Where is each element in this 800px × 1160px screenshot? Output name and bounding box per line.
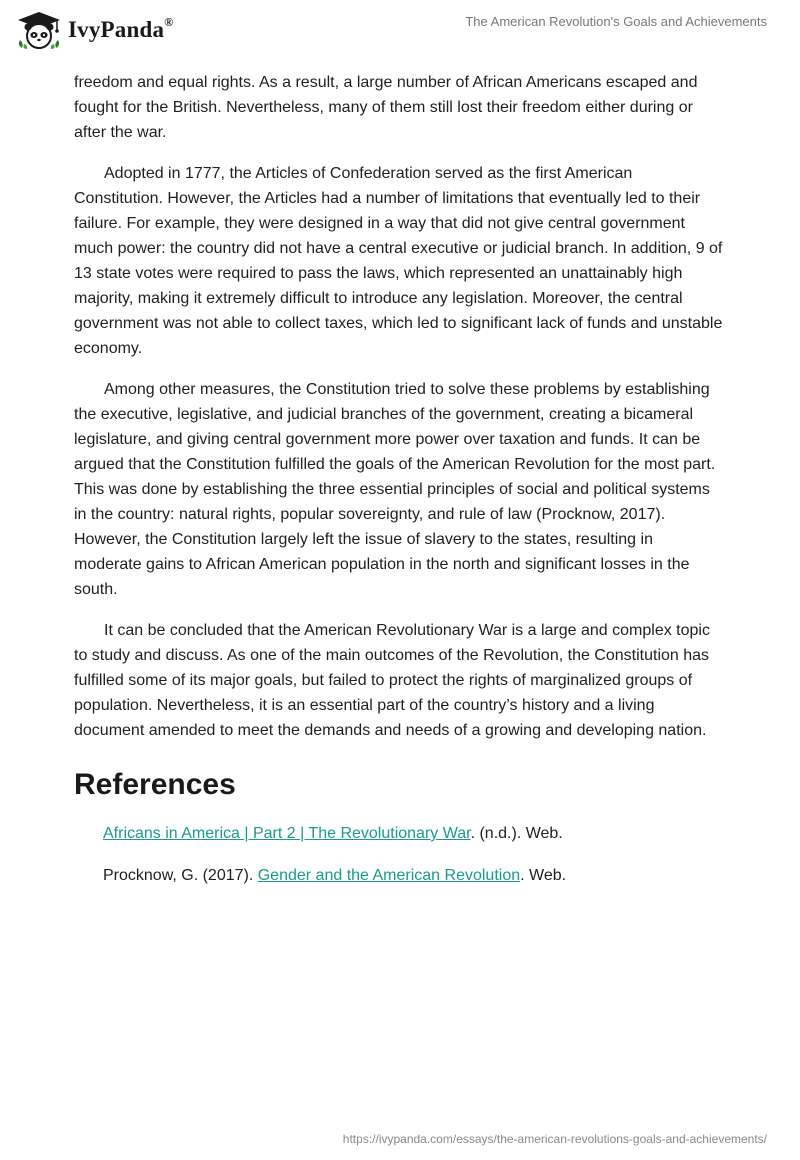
panda-graduate-icon xyxy=(16,10,62,50)
paragraph-constitution: Among other measures, the Constitution tried to solve these problems by establishing the executive, legislative, and judicial branches of the government, creating a bicameral legislature, and giving central government more power over taxation and funds. It can be argued that the Constitution fulfilled the goals of the American Revolution for the most part. This was done by establishing the three essential principles of social and political systems in the country: natural rights, popular sovereignty, and rule of law (Procknow, 2017). However, the Constitution largely left the issue of slavery to the states, resulting in moderate gains to African American population in the north and significant losses in the south. xyxy=(74,381,716,598)
reference-suffix: . Web. xyxy=(520,867,567,884)
references-heading: References xyxy=(74,768,236,801)
reference-prefix: Procknow, G. (2017). xyxy=(103,867,258,884)
reference-suffix: . (n.d.). Web. xyxy=(470,825,563,842)
document-title: The American Revolution's Goals and Achievements xyxy=(465,14,767,29)
paragraph-conclusion: It can be concluded that the American Revolutionary War is a large and complex topic to study and discuss. As one of the main outcomes of the Revolution, the Constitution has fulfilled some of its major goals, but failed to protect the rights of marginalized groups of population. Nevertheless, it is an essential part of the country’s history and a living document amended to meet the demands and needs of a growing and developing nation. xyxy=(74,622,710,739)
registered-mark: ® xyxy=(164,15,174,30)
paragraph-articles-of-confederation: Adopted in 1777, the Articles of Confederation served as the first American Constitution. However, the Articles had a number of limitations that eventually led to their failure. For example, they were designed in a way that did not give central government much power: the country did not have a central executive or judicial branch. In addition, 9 of 13 state votes were required to pass the laws, which represented an unattainably high majority, making it extremely difficult to introduce any legislation. Moreover, the central government was not able to collect taxes, which led to significant lack of funds and unstable economy. xyxy=(74,165,723,357)
essay-body xyxy=(74,70,724,905)
ivypanda-logo[interactable] xyxy=(16,10,173,50)
reference-item xyxy=(103,821,724,846)
reference-item xyxy=(103,863,724,888)
footer-url: https://ivypanda.com/essays/the-american-revolutions-goals-and-achievements/ xyxy=(342,1132,767,1146)
page-header xyxy=(0,0,800,62)
brand-name: IvyPanda® xyxy=(68,15,174,42)
reference-link-gender-american-revolution[interactable]: Gender and the American Revolution xyxy=(257,867,521,884)
paragraph-continuation: freedom and equal rights. As a result, a large number of African Americans escaped and fought for the British. Nevertheless, many of them still lost their freedom either during or after the war. xyxy=(74,74,698,141)
reference-link-africans-in-america[interactable]: Africans in America | Part 2 | The Revolutionary War xyxy=(103,825,471,842)
